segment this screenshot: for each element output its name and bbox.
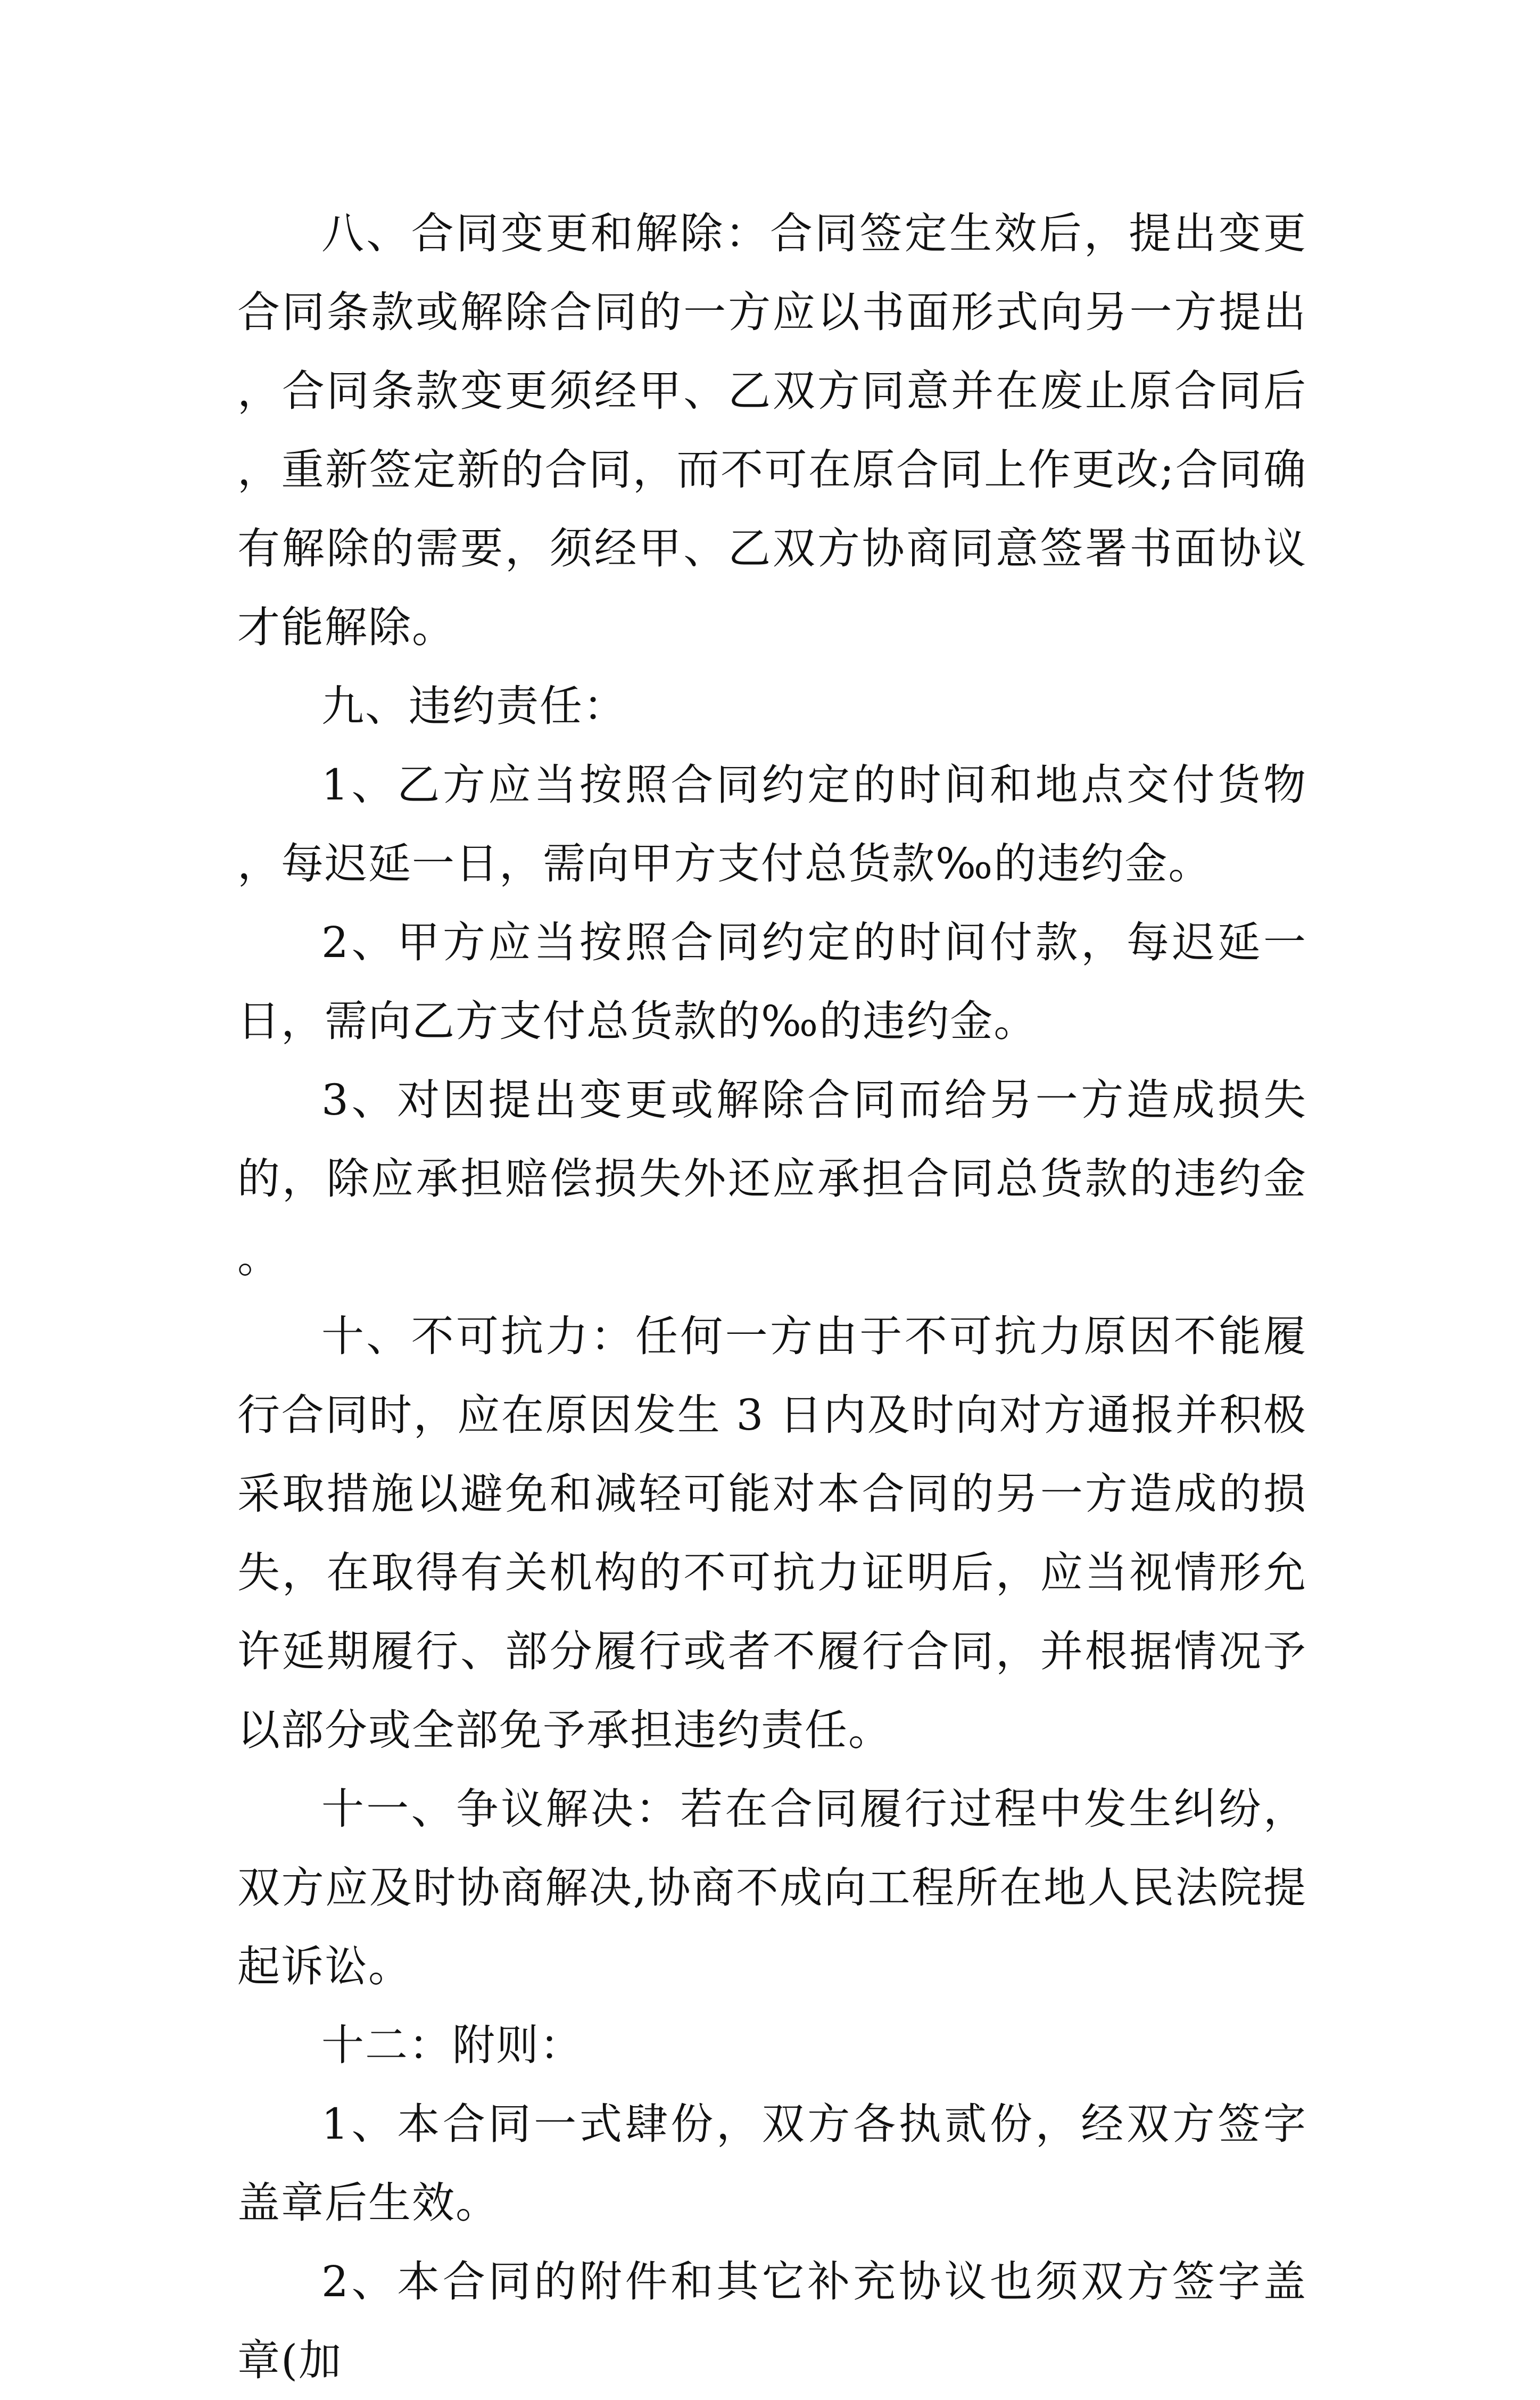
clause-9-item-1: 1、乙方应当按照合同约定的时间和地点交付货物，每迟延一日，需向甲方支付总货款‰的违约金。 xyxy=(237,760,1307,888)
clause-12-item-1: 1、本合同一式肆份，双方各执贰份，经双方签字盖章后生效。 xyxy=(237,2099,1307,2228)
document-body xyxy=(237,194,1307,2400)
clause-12-heading-supplementary: 十二：附则： xyxy=(321,2020,583,2070)
clause-9-item-3: 3、对因提出变更或解除合同而给另一方造成损失的，除应承担赔偿损失外还应承担合同总货款的违约金。 xyxy=(237,1075,1307,1282)
clause-8-contract-change: 八、合同变更和解除：合同签定生效后，提出变更合同条款或解除合同的一方应以书面形式向另一方提出，合同条款变更须经甲、乙双方同意并在废止原合同后，重新签定新的合同，而不可在原合同上作更改;合同确有解除的需要，须经甲、乙双方协商同意签署书面协议才能解除。 xyxy=(237,209,1307,652)
clause-9-heading-breach-liability: 九、违约责任： xyxy=(321,681,627,731)
clause-12-item-2: 2、本合同的附件和其它补充协议也须双方签字盖章(加 xyxy=(237,2257,1307,2385)
clause-10-force-majeure: 十、不可抗力：任何一方由于不可抗力原因不能履行合同时，应在原因发生 3 日内及时向对方通报并积极采取措施以避免和减轻可能对本合同的另一方造成的损失，在取得有关机构的不可抗力证明后，应当视情形允许延期履行、部分履行或者不履行合同，并根据情况予以部分或全部免予承担违约责任。 xyxy=(237,1312,1307,1755)
clause-9-item-2: 2、甲方应当按照合同约定的时间付款，每迟延一日，需向乙方支付总货款的‰的违约金。 xyxy=(237,918,1307,1046)
clause-11-dispute-resolution: 十一、争议解决：若在合同履行过程中发生纠纷，双方应及时协商解决,协商不成向工程所在地人民法院提起诉讼。 xyxy=(237,1784,1307,1991)
